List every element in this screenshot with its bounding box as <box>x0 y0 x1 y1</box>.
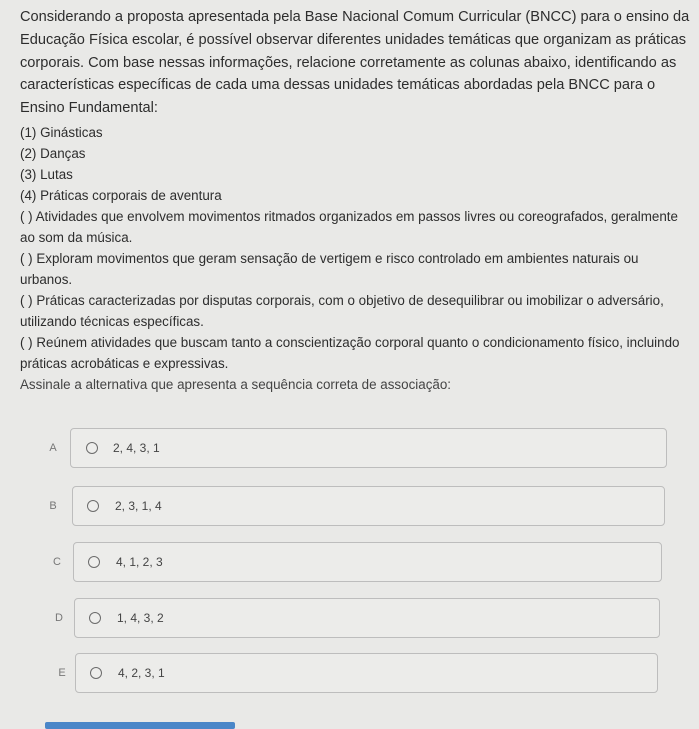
option-letter: D <box>55 612 63 624</box>
statement-3: ( ) Práticas caracterizadas por disputas corporais, com o objetivo de desequilibrar ou imobilizar o adversário, utilizando técnicas específicas. <box>20 292 664 329</box>
option-text: 4, 2, 3, 1 <box>118 666 165 680</box>
option-letter: C <box>53 556 61 568</box>
statement-2: ( ) Exploram movimentos que geram sensação de vertigem e risco controlado em ambientes naturais ou urbanos. <box>20 250 639 287</box>
option-b[interactable] <box>20 486 665 526</box>
submit-bar[interactable] <box>45 722 235 729</box>
unit-dances: (2) Danças <box>20 145 86 161</box>
option-text: 1, 4, 3, 2 <box>117 611 164 625</box>
option-a[interactable] <box>20 428 667 468</box>
statement-4: ( ) Reúnem atividades que buscam tanto a conscientização corporal quanto o condicionamento físico, incluindo práticas acrobáticas e expressivas. <box>20 334 680 371</box>
unit-fights: (3) Lutas <box>20 166 73 182</box>
radio-icon[interactable] <box>87 500 99 512</box>
unit-adventure: (4) Práticas corporais de aventura <box>20 187 222 203</box>
radio-icon[interactable] <box>90 667 102 679</box>
radio-icon[interactable] <box>89 612 101 624</box>
statement-1: ( ) Atividades que envolvem movimentos ritmados organizados em passos livres ou coreografados, geralmente ao som da música. <box>20 208 678 245</box>
option-text: 2, 4, 3, 1 <box>113 441 160 455</box>
option-letter: A <box>49 442 57 454</box>
option-text: 2, 3, 1, 4 <box>115 499 162 513</box>
radio-icon[interactable] <box>88 556 100 568</box>
option-c[interactable] <box>26 542 662 582</box>
radio-icon[interactable] <box>86 442 98 454</box>
option-d[interactable] <box>30 598 660 638</box>
question-body <box>20 6 690 395</box>
question-intro: Considerando a proposta apresentada pela Base Nacional Comum Curricular (BNCC) para o ensino da Educação Física escolar, é possível observar diferentes unidades temáticas que organizam as práticas corporais. Com base nessas informações, relacione corretamente as colunas abaixo, identificando as características específicas de cada uma dessas unidades temáticas abordadas pela BNCC para o Ensino Fundamental: <box>20 9 690 117</box>
unit-gymnastics: (1) Ginásticas <box>20 124 103 140</box>
option-e[interactable] <box>34 653 658 693</box>
option-text: 4, 1, 2, 3 <box>116 555 163 569</box>
question-prompt: Assinale a alternativa que apresenta a sequência correta de associação: <box>20 376 452 392</box>
option-letter: E <box>58 667 66 679</box>
option-letter: B <box>49 500 57 512</box>
